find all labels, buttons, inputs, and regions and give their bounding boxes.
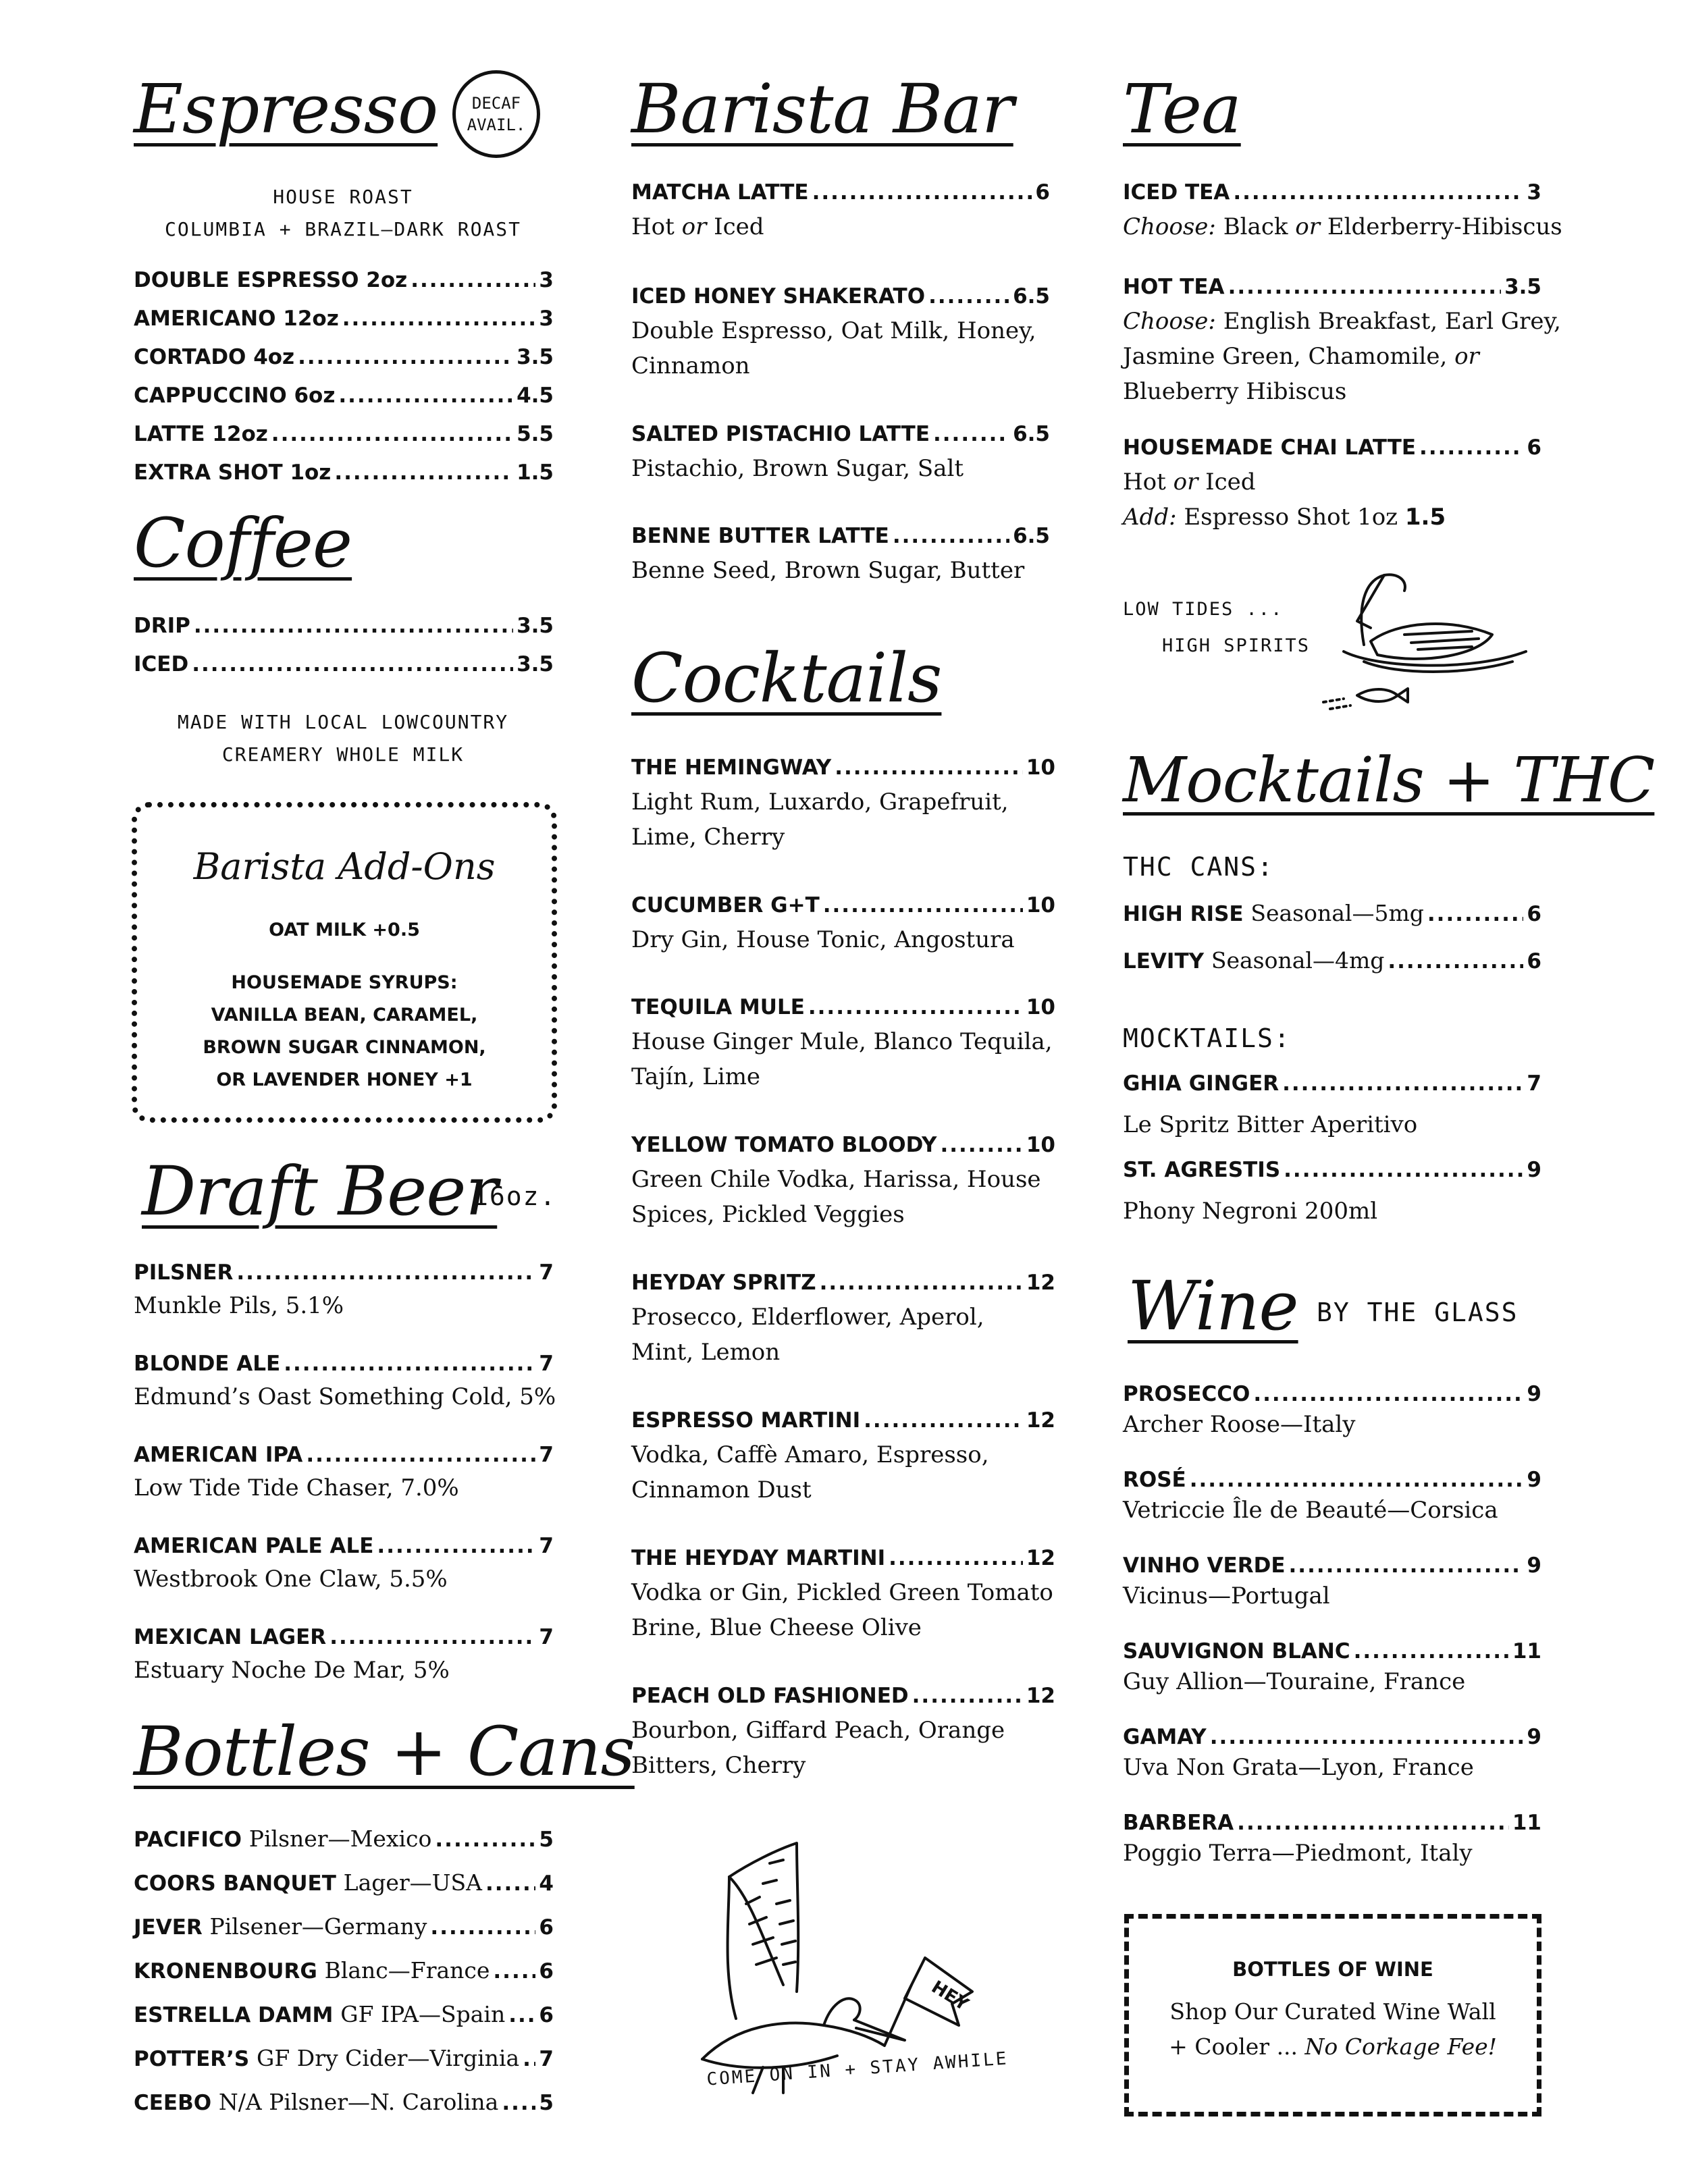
tea-desc: Hot or Iced Add: Espresso Shot 1oz 1.5	[1123, 469, 1446, 531]
cocktail-item: ESPRESSO MARTINI ..... 12	[631, 1410, 1055, 1431]
draft-desc: Westbrook One Claw, 5.5%	[134, 1566, 448, 1593]
bottle-item: POTTER’S GF Dry Cider—Virginia ..... 7	[134, 2047, 554, 2070]
wine-heading: Wine	[1128, 1267, 1298, 1346]
espresso-item: EXTRA SHOT 1oz ..... 1.5	[134, 462, 554, 483]
bottle-item: ESTRELLA DAMM GF IPA—Spain ..... 6	[134, 2003, 554, 2026]
cocktail-item: YELLOW TOMATO BLOODY ..... 10	[631, 1135, 1055, 1156]
espresso-item: LATTE 12oz ..... 5.5	[134, 424, 554, 445]
wine-bottles-text: Shop Our Curated Wine Wall + Cooler ... No Corkage Fee!	[1169, 1998, 1497, 2060]
draft-desc: Estuary Noche De Mar, 5%	[134, 1657, 450, 1684]
tides-note: LOW TIDES ... HIGH SPIRITS	[1123, 599, 1311, 656]
mocktail-item: GHIA GINGER ..... 7	[1123, 1073, 1541, 1094]
tea-item: ICED TEA ..... 3	[1123, 182, 1541, 203]
wine-bottles-title: BOTTLES OF WINE	[1232, 1958, 1433, 1981]
wine-desc: Vetriccie Île de Beauté—Corsica	[1123, 1497, 1498, 1524]
draft-item: BLONDE ALE ..... 7	[134, 1354, 554, 1375]
bottle-item: JEVER Pilsener—Germany ..... 6	[134, 1915, 554, 1938]
cocktail-desc: Green Chile Vodka, Harissa, House Spices, Pickled Veggies	[631, 1166, 1041, 1228]
wine-item: PROSECCO ..... 9	[1123, 1384, 1541, 1405]
cocktail-item: CUCUMBER G+T ..... 10	[631, 895, 1055, 916]
tea-heading: Tea	[1123, 70, 1241, 149]
wine-item: GAMAY ..... 9	[1123, 1727, 1541, 1748]
wine-desc: Vicinus—Portugal	[1123, 1582, 1330, 1609]
wine-item: ROSÉ ..... 9	[1123, 1470, 1541, 1491]
draft-beer-heading: Draft Beer	[142, 1152, 498, 1231]
barista-desc: Benne Seed, Brown Sugar, Butter	[631, 557, 1025, 584]
tea-desc: Choose: English Breakfast, Earl Grey, Jasmine Green, Chamomile, or Blueberry Hibiscus	[1123, 308, 1561, 405]
cocktail-item: THE HEYDAY MARTINI ..... 12	[631, 1548, 1055, 1569]
tea-desc: Choose: Black or Elderberry-Hibiscus	[1123, 213, 1562, 240]
cocktail-item: PEACH OLD FASHIONED ..... 12	[631, 1686, 1055, 1707]
wine-desc: Guy Allion—Touraine, France	[1123, 1668, 1466, 1695]
cocktail-desc: Prosecco, Elderflower, Aperol, Mint, Lemon	[631, 1304, 984, 1366]
draft-item: AMERICAN IPA ..... 7	[134, 1445, 554, 1466]
bottle-item: KRONENBOURG Blanc—France ..... 6	[134, 1959, 554, 1982]
cocktail-desc: Vodka or Gin, Pickled Green Tomato Brine, Blue Cheese Olive	[631, 1579, 1053, 1641]
barista-bar-heading: Barista Bar	[631, 70, 1013, 149]
wine-desc: Archer Roose—Italy	[1123, 1411, 1356, 1438]
milk-note: MADE WITH LOCAL LOWCOUNTRY CREAMERY WHOLE MILK	[177, 711, 509, 766]
wine-desc: Uva Non Grata—Lyon, France	[1123, 1754, 1474, 1781]
barista-item: BENNE BUTTER LATTE ..... 6.5	[631, 526, 1050, 547]
espresso-item: AMERICANO 12oz ..... 3	[134, 309, 554, 329]
barista-item: MATCHA LATTE ..... 6	[631, 182, 1050, 203]
tea-item: HOUSEMADE CHAI LATTE ..... 6	[1123, 437, 1541, 458]
addons-oat: OAT MILK +0.5	[269, 920, 420, 940]
addons-syrups: HOUSEMADE SYRUPS: VANILLA BEAN, CARAMEL, BROWN SUGAR CINNAMON, OR LAVENDER HONEY +1	[203, 972, 486, 1090]
wine-bottles-box	[1124, 1914, 1541, 2116]
wine-item: VINHO VERDE ..... 9	[1123, 1555, 1541, 1576]
espresso-item: DOUBLE ESPRESSO 2oz ..... 3	[134, 270, 554, 291]
draft-item: PILSNER ..... 7	[134, 1262, 554, 1283]
draft-item: MEXICAN LAGER ..... 7	[134, 1627, 554, 1648]
bottle-item: PACIFICO Pilsner—Mexico ..... 5	[134, 1828, 554, 1850]
barista-desc: Pistachio, Brown Sugar, Salt	[631, 455, 964, 482]
espresso-item: CORTADO 4oz ..... 3.5	[134, 347, 554, 368]
cocktail-desc: Bourbon, Giffard Peach, Orange Bitters, Cherry	[631, 1717, 1005, 1779]
cocktail-item: TEQUILA MULE ..... 10	[631, 997, 1055, 1018]
thc-item: HIGH RISE Seasonal—5mg ..... 6	[1123, 902, 1541, 925]
draft-size: 16oz.	[473, 1181, 557, 1211]
wine-by-the-glass: BY THE GLASS	[1317, 1298, 1519, 1327]
mocktail-item: ST. AGRESTIS ..... 9	[1123, 1160, 1541, 1181]
addons-title: Barista Add-Ons	[193, 845, 496, 888]
wine-item: SAUVIGNON BLANC ..... 11	[1123, 1641, 1541, 1662]
bottle-item: COORS BANQUET Lager—USA ..... 4	[134, 1871, 554, 1894]
house-roast-note: HOUSE ROAST COLUMBIA + BRAZIL—DARK ROAST	[164, 186, 521, 240]
barista-item: ICED HONEY SHAKERATO ..... 6.5	[631, 286, 1050, 307]
cocktail-desc: House Ginger Mule, Blanco Tequila, Tajín, Lime	[631, 1028, 1053, 1090]
bottle-item: CEEBO N/A Pilsner—N. Carolina ..... 5	[134, 2091, 554, 2114]
wine-item: BARBERA ..... 11	[1123, 1813, 1541, 1834]
thc-cans-label: THC CANS:	[1123, 852, 1274, 882]
draft-desc: Edmund’s Oast Something Cold, 5%	[134, 1383, 556, 1410]
barista-item: SALTED PISTACHIO LATTE ..... 6.5	[631, 424, 1050, 445]
espresso-heading: Espresso	[134, 70, 438, 149]
thc-item: LEVITY Seasonal—4mg ..... 6	[1123, 949, 1541, 972]
mocktails-label: MOCKTAILS:	[1123, 1023, 1291, 1053]
cocktail-desc: Vodka, Caffè Amaro, Espresso, Cinnamon Dust	[631, 1441, 989, 1503]
mocktails-thc-heading: Mocktails + THC	[1123, 744, 1655, 816]
cocktail-desc: Light Rum, Luxardo, Grapefruit, Lime, Cherry	[631, 789, 1009, 851]
cocktails-heading: Cocktails	[631, 639, 942, 718]
cocktail-desc: Dry Gin, House Tonic, Angostura	[631, 926, 1015, 953]
cocktail-item: THE HEMINGWAY ..... 10	[631, 757, 1055, 778]
swimming-pelican-illustration	[1317, 560, 1546, 716]
coffee-item: DRIP ..... 3.5	[134, 616, 554, 637]
draft-desc: Munkle Pils, 5.1%	[134, 1292, 344, 1319]
decaf-badge: DECAF AVAIL.	[452, 70, 540, 158]
barista-desc: Hot or Iced	[631, 213, 764, 240]
espresso-item: CAPPUCCINO 6oz ..... 4.5	[134, 385, 554, 406]
wine-desc: Poggio Terra—Piedmont, Italy	[1123, 1840, 1473, 1867]
tea-item: HOT TEA ..... 3.5	[1123, 277, 1541, 298]
draft-desc: Low Tide Tide Chaser, 7.0%	[134, 1474, 459, 1501]
coffee-heading: Coffee	[134, 504, 352, 583]
coffee-item: ICED ..... 3.5	[134, 654, 554, 675]
barista-desc: Double Espresso, Oat Milk, Honey, Cinnamon	[631, 317, 1036, 379]
cocktail-item: HEYDAY SPRITZ ..... 12	[631, 1273, 1055, 1294]
flag-text: HEY	[928, 1977, 972, 2015]
bottles-cans-heading: Bottles + Cans	[134, 1712, 635, 1791]
mocktail-desc: Le Spritz Bitter Aperitivo	[1123, 1111, 1418, 1138]
barista-addons-box	[132, 802, 557, 1123]
stay-awhile-caption: COME ON IN + STAY AWHILE	[706, 2048, 1009, 2090]
mocktail-desc: Phony Negroni 200ml	[1123, 1198, 1378, 1225]
draft-item: AMERICAN PALE ALE ..... 7	[134, 1536, 554, 1557]
